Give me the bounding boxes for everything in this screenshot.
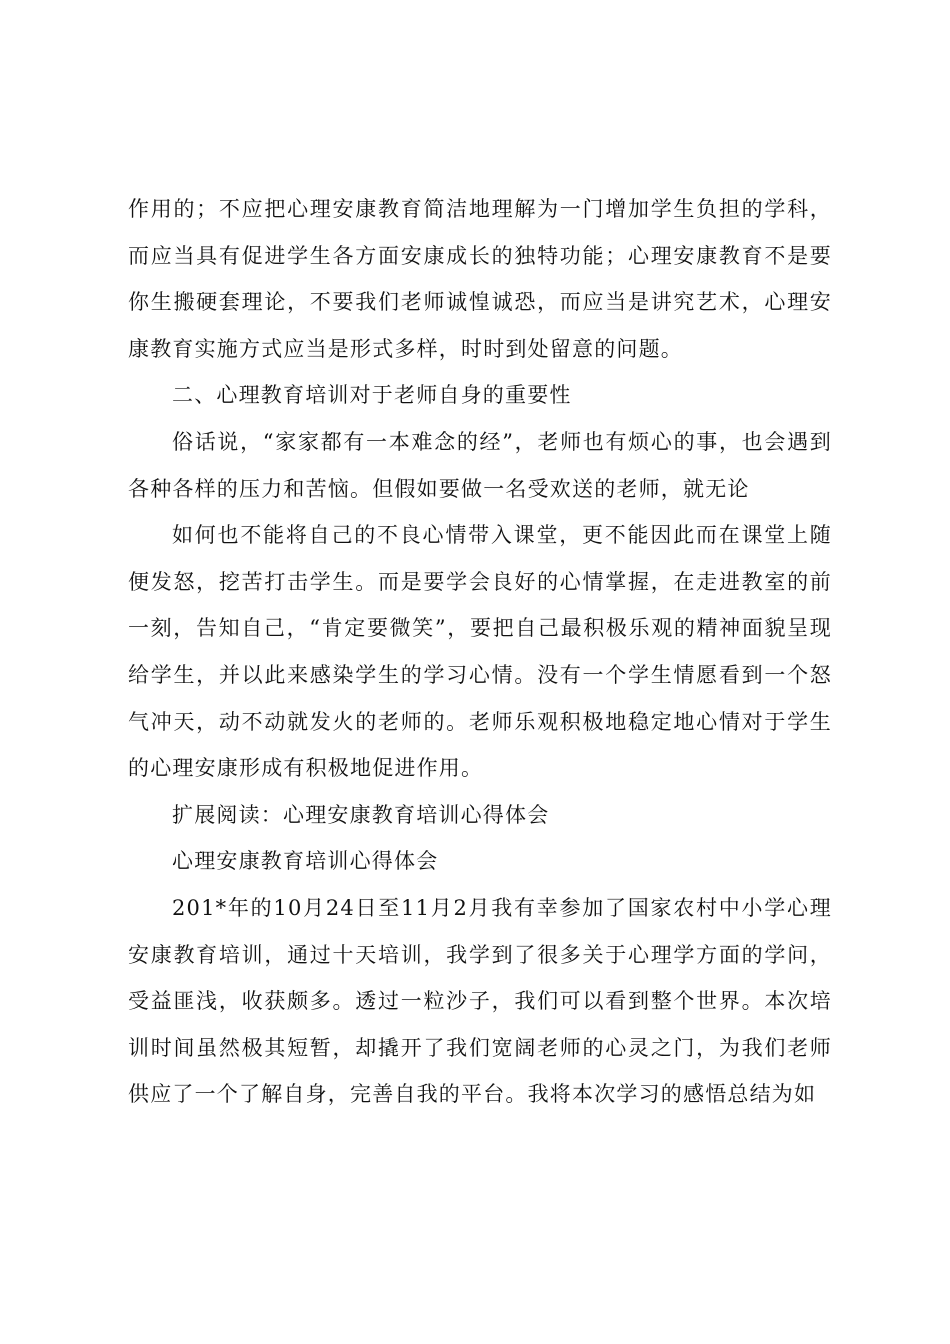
paragraph-1: 作用的；不应把心理安康教育简洁地理解为一门增加学生负担的学科，而应当具有促进学生各方面安康成长的独特功能；心理安康教育不是要你生搬硬套理论，不要我们老师诚惶诚恐，而应当是讲究艺术，心理安康教育实施方式应当是形式多样，时时到处留意的问题。 xyxy=(128,197,832,361)
paragraph-3: 俗话说，“家家都有一本难念的经”，老师也有烦心的事，也会遇到各种各样的压力和苦恼。但假如要做一名受欢送的老师，就无论 xyxy=(128,429,832,501)
section-heading-2: 二、心理教育培训对于老师自身的重要性 xyxy=(172,383,572,408)
paragraph-4: 如何也不能将自己的不良心情带入课堂，更不能因此而在课堂上随便发怒，挖苦打击学生。而是要学会良好的心情掌握，在走进教室的前一刻，告知自己，“肯定要微笑”，要把自己最积极乐观的精神面貌呈现给学生，并以此来感染学生的学习心情。没有一个学生情愿看到一个怒气冲天，动不动就发火的老师的。老师乐观积极地稳定地心情对于学生的心理安康形成有积极地促进作用。 xyxy=(128,523,832,781)
subtitle: 心理安康教育培训心得体会 xyxy=(172,849,439,874)
paragraph-7: 201*年的10月24日至11月2月我有幸参加了国家农村中小学心理安康教育培训，通过十天培训，我学到了很多关于心理学方面的学问，受益匪浅，收获颇多。透过一粒沙子，我们可以看到整个世界。本次培训时间虽然极其短暂，却撬开了我们宽阔老师的心灵之门，为我们老师供应了一个了解自身，完善自我的平台。我将本次学习的感悟总结为如 xyxy=(128,895,832,1107)
extended-reading-label: 扩展阅读：心理安康教育培训心得体会 xyxy=(172,802,550,827)
document-body xyxy=(128,186,832,1118)
